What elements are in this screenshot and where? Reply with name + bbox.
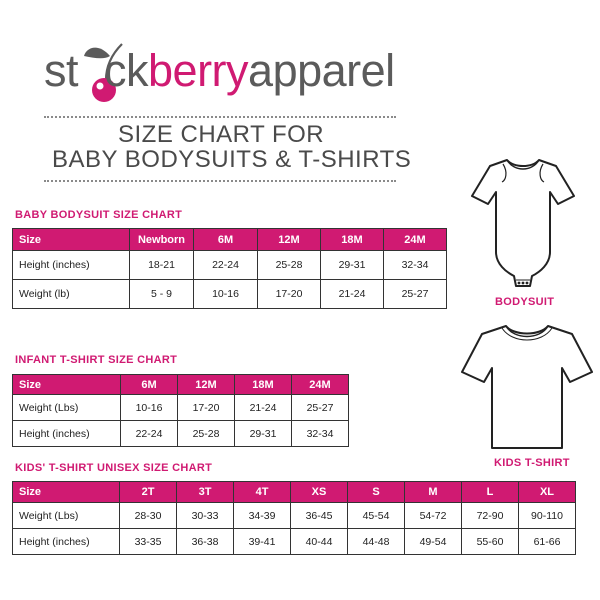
table-cell: 90-110 — [519, 503, 576, 529]
table-cell: 5 - 9 — [130, 280, 194, 309]
table-row — [13, 421, 349, 447]
header-cell: Size — [13, 229, 130, 251]
header-cell: 12M — [178, 375, 235, 395]
table-cell: 25-27 — [384, 280, 447, 309]
table-cell: 34-39 — [234, 503, 291, 529]
header-cell: 12M — [258, 229, 321, 251]
header-cell: 2T — [120, 482, 177, 503]
header-cell: M — [405, 482, 462, 503]
table-cell: 44-48 — [348, 529, 405, 555]
heading-line2: BABY BODYSUITS & T-SHIRTS — [52, 146, 412, 173]
bodysuit-chart-title: BABY BODYSUIT SIZE CHART — [15, 209, 183, 221]
row-label: Height (inches) — [13, 251, 130, 280]
table-row — [13, 280, 447, 309]
table-cell: 25-27 — [292, 395, 349, 421]
table-cell: 17-20 — [258, 280, 321, 309]
table-header-row — [13, 375, 349, 395]
header-cell: 18M — [321, 229, 384, 251]
table-row — [13, 503, 576, 529]
table-cell: 49-54 — [405, 529, 462, 555]
table-cell: 39-41 — [234, 529, 291, 555]
row-label: Height (inches) — [13, 529, 120, 555]
header-cell: 24M — [384, 229, 447, 251]
table-cell: 40-44 — [291, 529, 348, 555]
header-cell: 6M — [194, 229, 258, 251]
table-row — [13, 395, 349, 421]
table-cell: 32-34 — [384, 251, 447, 280]
header-cell: Newborn — [130, 229, 194, 251]
table-row — [13, 529, 576, 555]
heading-line1: SIZE CHART FOR — [118, 121, 325, 148]
table-cell: 32-34 — [292, 421, 349, 447]
table-cell: 10-16 — [194, 280, 258, 309]
table-header-row — [13, 229, 447, 251]
divider-top — [44, 116, 396, 118]
table-cell: 25-28 — [178, 421, 235, 447]
table-cell: 22-24 — [194, 251, 258, 280]
header-cell: Size — [13, 482, 120, 503]
table-cell: 36-38 — [177, 529, 234, 555]
table-cell: 61-66 — [519, 529, 576, 555]
row-label: Weight (Lbs) — [13, 395, 121, 421]
table-cell: 55-60 — [462, 529, 519, 555]
tshirt-illustration — [460, 320, 594, 452]
header-cell: XS — [291, 482, 348, 503]
table-cell: 25-28 — [258, 251, 321, 280]
bodysuit-size-table — [12, 228, 447, 309]
table-cell: 17-20 — [178, 395, 235, 421]
divider-bottom — [44, 180, 396, 182]
header-cell: S — [348, 482, 405, 503]
table-cell: 54-72 — [405, 503, 462, 529]
header-cell: 3T — [177, 482, 234, 503]
brand-logo: st ckberryapparel — [44, 45, 395, 96]
table-cell: 33-35 — [120, 529, 177, 555]
table-cell: 45-54 — [348, 503, 405, 529]
table-cell: 18-21 — [130, 251, 194, 280]
table-cell: 29-31 — [235, 421, 292, 447]
kids-size-table — [12, 481, 576, 555]
table-cell: 29-31 — [321, 251, 384, 280]
header-cell: 6M — [121, 375, 178, 395]
table-cell: 21-24 — [321, 280, 384, 309]
header-cell: 24M — [292, 375, 349, 395]
table-cell: 22-24 — [121, 421, 178, 447]
header-cell: L — [462, 482, 519, 503]
table-cell: 30-33 — [177, 503, 234, 529]
row-label: Weight (lb) — [13, 280, 130, 309]
row-label: Weight (Lbs) — [13, 503, 120, 529]
table-cell: 10-16 — [121, 395, 178, 421]
header-cell: 4T — [234, 482, 291, 503]
header-cell: XL — [519, 482, 576, 503]
table-row — [13, 251, 447, 280]
infant-size-table — [12, 374, 349, 447]
header-cell: Size — [13, 375, 121, 395]
bodysuit-label: BODYSUIT — [495, 296, 555, 308]
table-cell: 72-90 — [462, 503, 519, 529]
infant-chart-title: INFANT T-SHIRT SIZE CHART — [15, 354, 178, 366]
tshirt-label: KIDS T-SHIRT — [494, 457, 570, 469]
row-label: Height (inches) — [13, 421, 121, 447]
table-cell: 28-30 — [120, 503, 177, 529]
kids-chart-title: KIDS' T-SHIRT UNISEX SIZE CHART — [15, 462, 213, 474]
header-cell: 18M — [235, 375, 292, 395]
table-cell: 36-45 — [291, 503, 348, 529]
table-cell: 21-24 — [235, 395, 292, 421]
table-header-row — [13, 482, 576, 503]
bodysuit-illustration — [470, 152, 576, 292]
